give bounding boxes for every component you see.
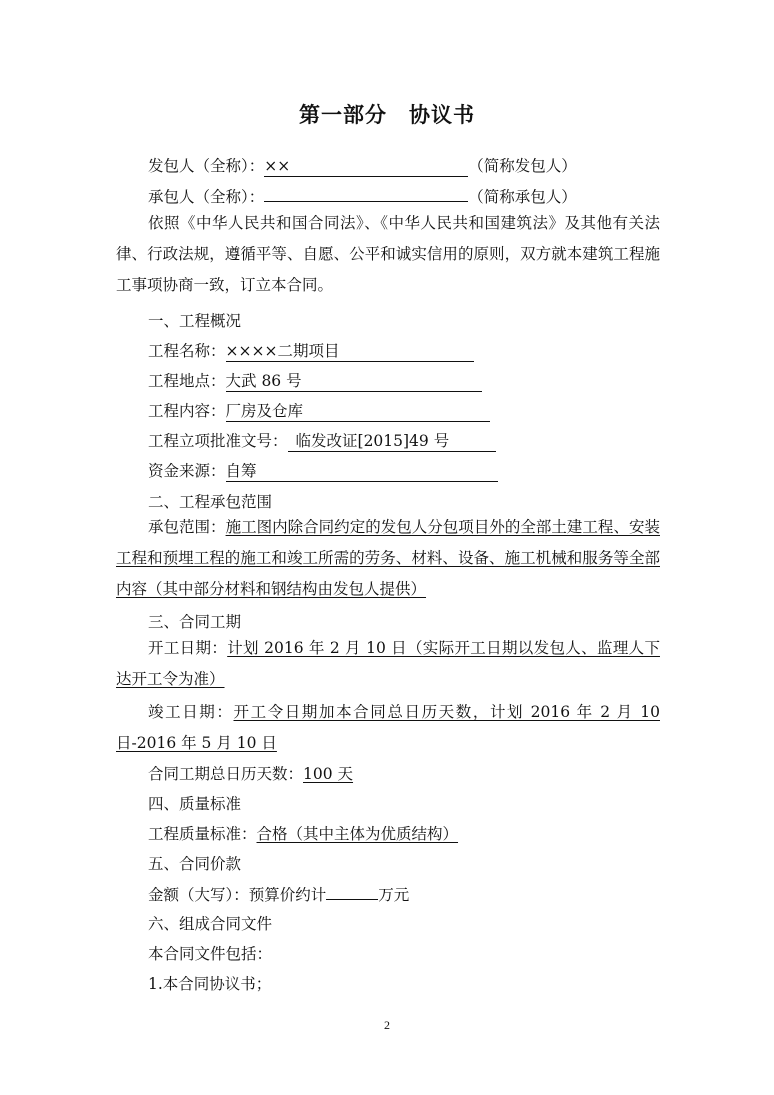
section4-heading: 四、质量标准: [148, 795, 242, 813]
scope-paragraph: [116, 512, 660, 605]
total-days-line: [148, 764, 353, 784]
quality-value: 合格（其中主体为优质结构）: [256, 825, 459, 843]
project-content-value: 厂房及仓库: [226, 401, 490, 422]
contractor-suffix: （简称承包人）: [468, 188, 577, 206]
approval-value: 临发改证[2015]49 号: [288, 431, 496, 452]
employer-label: 发包人（全称）：: [148, 157, 265, 175]
contractor-line: [148, 187, 577, 207]
section6-heading: 六、组成合同文件: [148, 915, 273, 933]
amount-label: 金额（大写）：预算价约计: [148, 886, 327, 904]
project-content-line: [148, 401, 490, 422]
fund-source-label: 资金来源：: [148, 462, 226, 480]
section2-heading: 二、工程承包范围: [148, 493, 273, 511]
contractor-label: 承包人（全称）：: [148, 188, 265, 206]
end-date-paragraph: [116, 697, 660, 759]
scope-label: 承包范围：: [148, 518, 226, 536]
approval-line: [148, 431, 496, 452]
start-date-label: 开工日期：: [148, 639, 228, 657]
employer-line: [148, 156, 577, 177]
amount-line: [148, 885, 409, 905]
project-name-line: [148, 341, 474, 362]
start-date-value: 计划 2016 年 2 月 10 日（实际开工日期以发包人、监理人下达开工令为准）: [116, 639, 660, 688]
contractor-value[interactable]: [264, 201, 468, 202]
total-days-value: 100 天: [303, 765, 354, 783]
fund-source-line: [148, 461, 498, 482]
scope-value: 施工图内除合同约定的发包人分包项目外的全部土建工程、安装工程和预埋工程的施工和竣工所需的劳务、材料、设备、施工机械和服务等全部内容（其中部分材料和钢结构由发包人提供）: [116, 518, 660, 598]
amount-value[interactable]: [326, 899, 378, 900]
quality-label: 工程质量标准：: [148, 825, 257, 843]
contract-docs-intro: 本合同文件包括：: [148, 945, 273, 963]
employer-suffix: （简称发包人）: [468, 157, 577, 175]
project-location-value: 大武 86 号: [226, 371, 482, 392]
project-location-label: 工程地点：: [148, 372, 226, 390]
employer-value[interactable]: [264, 156, 468, 177]
page-title: 第一部分 协议书: [299, 103, 475, 127]
section1-heading: 一、工程概况: [148, 312, 242, 330]
contract-docs-item-1: 1.本合同协议书；: [148, 975, 272, 993]
section5-heading: 五、合同价款: [148, 855, 242, 873]
approval-label: 工程立项批准文号：: [148, 432, 288, 450]
amount-unit: 万元: [378, 886, 410, 904]
fund-source-value: 自筹: [226, 461, 498, 482]
preamble-paragraph: 依照《中华人民共和国合同法》、《中华人民共和国建筑法》及其他有关法律、行政法规，遵循平等、自愿、公平和诚实信用的原则，双方就本建筑工程施工事项协商一致，订立本合同。: [116, 214, 660, 294]
project-name-value: ××××二期项目: [226, 341, 474, 362]
end-date-value: 开工令日期加本合同总日历天数，计划 2016 年 2 月 10 日-2016 年 5 月 10 日: [116, 703, 660, 752]
project-content-label: 工程内容：: [148, 402, 226, 420]
start-date-paragraph: [116, 633, 660, 695]
project-name-label: 工程名称：: [148, 342, 226, 360]
section3-heading: 三、合同工期: [148, 613, 242, 631]
quality-line: [148, 824, 458, 844]
end-date-label: 竣工日期：: [148, 703, 234, 721]
employer-value-text: ××: [264, 157, 291, 175]
total-days-label: 合同工期总日历天数：: [148, 765, 304, 783]
page-number: 2: [384, 1018, 390, 1032]
project-location-line: [148, 371, 482, 392]
